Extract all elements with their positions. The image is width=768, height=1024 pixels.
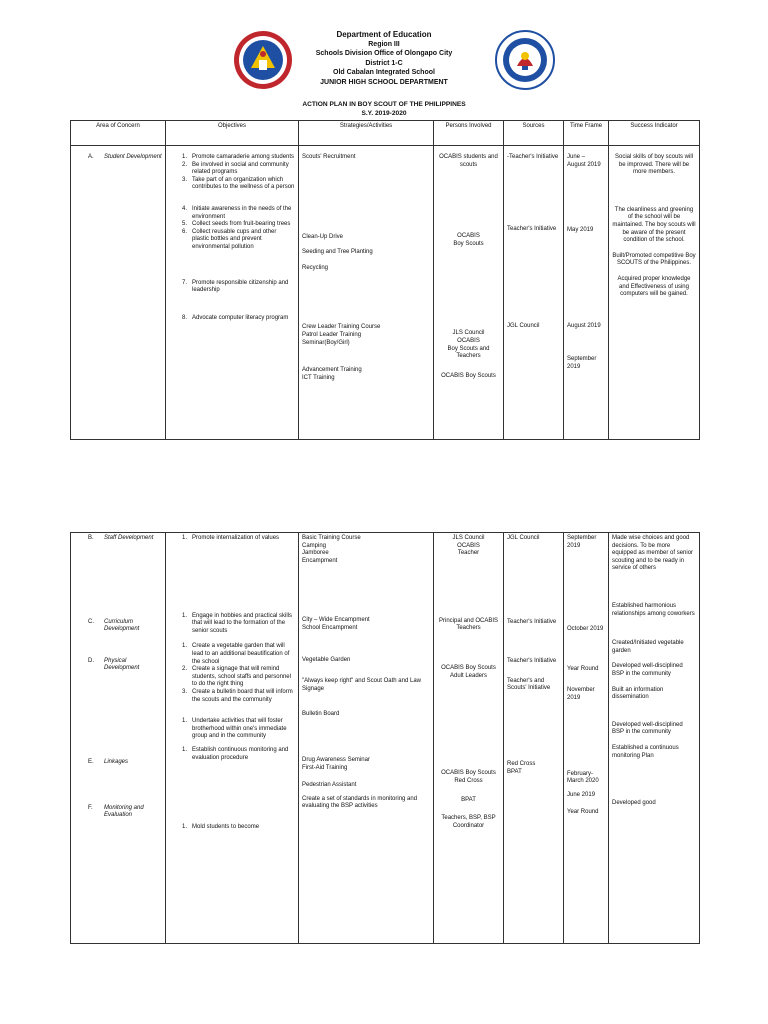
time-text: September 2019 [567, 356, 597, 370]
person-text: OCABIS Boy Scouts [441, 770, 496, 777]
person-text: OCABIS [457, 337, 480, 344]
success-text: Built an information dissemination [612, 686, 664, 701]
persons-involved-cell [434, 533, 504, 944]
action-plan-table-1 [70, 120, 700, 440]
source-text: -Teacher's Initiative [507, 154, 559, 160]
area-name: Linkages [104, 758, 129, 765]
time-text: September 2019 [567, 535, 597, 549]
strategy-text: City – Wide Encampment [302, 617, 370, 624]
success-text: Built/Promoted competitive Boy SCOUTS of the Philippines. [612, 252, 696, 267]
area-of-concern-cell: B. Staff Development C. Curriculum Development D. Physical Development E. Linkages F. Monitoring and Evaluation [71, 533, 166, 944]
header-region: Region III [368, 40, 400, 48]
strategy-text: Crew Leader Training Course [302, 324, 381, 331]
person-text: JLS Council [452, 330, 485, 337]
header-district: District 1-C [365, 59, 403, 67]
person-text: OCABIS Boy Scouts Adult Leaders [441, 664, 496, 679]
success-text: Made wise choices and good decisions. To be more equipped as member of senior scouting and to be ready in service of others [612, 535, 694, 572]
success-text: Developed good [612, 800, 656, 807]
success-text: Created/Initiated vegetable garden [612, 640, 684, 654]
strategy-text: Jamboree [302, 550, 329, 557]
action-plan-table-2 [70, 532, 700, 944]
person-text: BPAT [461, 797, 476, 804]
header-division: Schools Division Office of Olongapo City [315, 50, 453, 57]
success-text: Acquired proper knowledge and Effectiveness of using computers will be gained. [617, 275, 691, 298]
strategy-text: Pedestrian Assistant [302, 782, 357, 789]
list-item: 6. Collect reusable cups and other plastic bottles and prevent environmental pollution [181, 228, 277, 250]
source-text: JGL Council [507, 535, 540, 541]
source-text: Red Cross [507, 760, 536, 767]
strategy-text: Patrol Leader Training [302, 331, 362, 338]
sources-cell [504, 146, 564, 440]
time-text: June 2019 [567, 791, 596, 798]
source-text: Teacher's Initiative [507, 658, 557, 665]
person-text: Boy Scouts [453, 240, 484, 247]
sources-cell [504, 533, 564, 944]
column-header: Persons Involved [434, 121, 504, 146]
source-text: Teacher's Initiative [507, 618, 557, 625]
strategy-text: Scouts' Recruitment [302, 154, 356, 160]
area-name: Physical Development [104, 657, 140, 672]
strategy-text: Create a set of standards in monitoring and evaluating the BSP activities [302, 795, 418, 810]
person-text: JLS Council [452, 535, 485, 541]
person-text: OCABIS [457, 233, 480, 240]
person-text: Teachers, BSP, BSP Coordinator [441, 814, 496, 829]
success-text: Developed well-disciplined BSP in the community [612, 721, 683, 736]
list-item: 8. Advocate computer literacy program [181, 314, 289, 321]
list-item: 4. Initiate awareness in the needs of the environment [181, 205, 292, 220]
success-text: Established a continuous monitoring Plan [612, 744, 679, 759]
header-school: Old Cabalan Integrated School [333, 69, 435, 76]
person-text: Red Cross [454, 777, 483, 784]
area-of-concern-cell [71, 146, 166, 440]
strategy-text: Seminar(Boy/Girl) [302, 339, 350, 346]
list-item: 3. Create a bulletin board that will inform the scouts and the community [181, 688, 293, 703]
column-header: Sources [504, 121, 564, 146]
strategy-text: Bulletin Board [302, 711, 340, 718]
person-text: OCABIS [457, 542, 480, 549]
source-text: Teacher's Initiative [507, 225, 557, 232]
strategy-text: Basic Training Course [302, 535, 361, 541]
source-text: BPAT [507, 768, 522, 775]
objectives-cell [166, 146, 299, 440]
source-text: JGL Council [507, 323, 540, 330]
area-name: Curriculum Development [104, 618, 140, 633]
success-indicator-cell [609, 146, 700, 440]
area-name: Monitoring and Evaluation [104, 804, 144, 819]
strategy-text: "Always keep right" and Scout Oath and Law Signage [302, 678, 421, 692]
column-header: Strategies/Activities [299, 121, 434, 146]
list-item: 3. Take part of an organization which contributes to the wellness of a person [181, 176, 295, 191]
strategies-cell [299, 533, 434, 944]
header-department: Department of Education [336, 30, 432, 39]
person-text: Principal and OCABIS Teachers [438, 617, 499, 632]
strategy-text: Recycling [302, 264, 329, 271]
list-item: 1. Create a vegetable garden that will lead to an additional beautification of the school [181, 643, 290, 665]
header-department-name: JUNIOR HIGH SCHOOL DEPARTMENT [320, 78, 448, 86]
list-item: 7. Promote responsible citizenship and leadership [181, 279, 289, 294]
strategy-text: School Encampment [302, 624, 358, 631]
strategy-text: Advancement Training [302, 367, 362, 374]
time-text: June – August 2019 [567, 154, 601, 168]
column-header: Objectives [166, 121, 299, 146]
column-header: Time Frame [564, 121, 609, 146]
strategies-cell [299, 146, 434, 440]
area-name: Staff Development [104, 535, 154, 541]
list-item: 1. Undertake activities that will foster brotherhood within one's immediate group and in the community [181, 718, 287, 740]
strategy-text: Clean-Up Drive [302, 233, 344, 240]
table-row [71, 533, 700, 944]
success-indicator-cell [609, 533, 700, 944]
success-text: Social skills of boy scouts will be improved. There will be more members. [614, 154, 694, 176]
strategy-text: Camping [302, 542, 327, 549]
time-frame-cell [564, 146, 609, 440]
person-text: OCABIS Boy Scouts [441, 372, 496, 379]
table-row [71, 146, 700, 440]
area-name: Student Development [104, 154, 162, 160]
school-year: S.Y. 2019-2020 [361, 109, 407, 117]
strategy-text: Encampment [302, 557, 338, 564]
success-text: Developed well-disciplined BSP in the community [612, 663, 683, 677]
time-text: Year Round [567, 665, 599, 672]
persons-involved-cell [434, 146, 504, 440]
person-text: OCABIS students and scouts [439, 154, 498, 168]
table-header-row [71, 121, 700, 146]
time-text: November 2019 [567, 687, 595, 701]
time-text: Year Round [567, 809, 599, 816]
strategy-text: ICT Training [302, 374, 335, 381]
list-item: 1. Engage in hobbies and practical skills that will lead to the formation of the senior scouts [181, 612, 293, 634]
time-text: May 2019 [567, 227, 594, 234]
time-text: October 2019 [567, 626, 604, 633]
strategy-text: Vegetable Garden [302, 656, 351, 663]
list-item: 1. Establish continuous monitoring and evaluation procedure [181, 746, 289, 761]
list-item: 1. Mold students to become [181, 824, 260, 831]
source-text: Teacher's and Scouts' Initiative [507, 677, 551, 692]
list-item: 2. Create a signage that will remind students, school staffs and personnel to do the right thing [181, 666, 291, 688]
strategy-text: Drug Awareness Seminar [302, 756, 370, 763]
list-item: 2. Be involved in social and community related programs [181, 161, 289, 176]
deped-seal-icon [495, 30, 555, 90]
strategy-text: Seeding and Tree Planting [302, 249, 373, 256]
area-letter: A. [88, 154, 94, 160]
person-text: Teacher [457, 550, 480, 557]
column-header: Area of Concern [71, 121, 166, 146]
time-text: August 2019 [567, 322, 601, 329]
time-text: February-March 2020 [567, 770, 599, 785]
column-header: Success Indicator [609, 121, 700, 146]
strategy-text: First-Aid Training [302, 764, 348, 771]
time-frame-cell [564, 533, 609, 944]
objectives-cell [166, 533, 299, 944]
person-text: Boy Scouts and Teachers [447, 345, 490, 360]
document-titles [150, 101, 618, 118]
list-item: 1. Promote internalization of values [181, 535, 280, 541]
success-text: The cleanliness and greening of the school will be maintained. The boy scouts will be aware of the present condition of the school. [612, 206, 696, 244]
action-plan-title: ACTION PLAN IN BOY SCOUT OF THE PHILIPPINES [302, 101, 466, 108]
list-item: 5. Collect seeds from fruit-bearing trees [181, 221, 291, 228]
success-text: Established harmonious relationships among coworkers [612, 602, 695, 617]
list-item: 1. Promote camaraderie among students [181, 154, 295, 160]
